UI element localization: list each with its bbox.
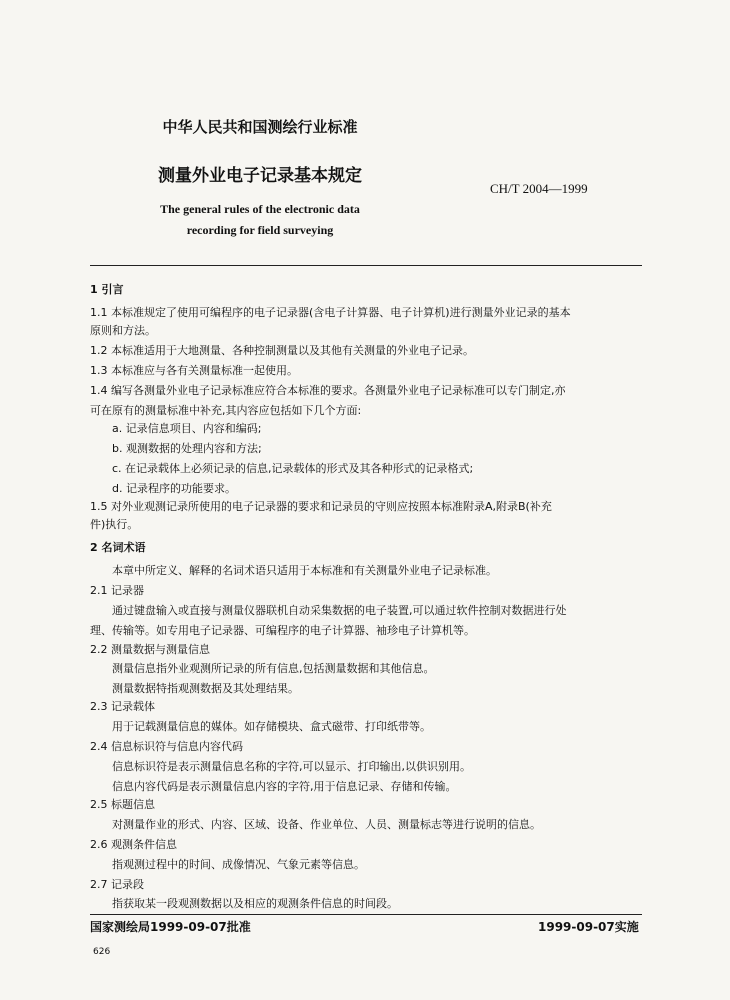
- body-line: 1.5 对外业观测记录所使用的电子记录器的要求和记录员的守则应按照本标准附录A,附录B(补充: [90, 500, 552, 513]
- body-line: 1.3 本标准应与各有关测量标准一起使用。: [90, 364, 298, 377]
- subsection-heading: 2.4 信息标识符与信息内容代码: [90, 740, 243, 753]
- subsection-heading: 2.6 观测条件信息: [90, 838, 177, 851]
- english-title-line2: recording for field surveying: [186, 223, 334, 237]
- doc-title: 测量外业电子记录基本规定: [158, 166, 362, 186]
- body-line: 信息内容代码是表示测量信息内容的字符,用于信息记录、存储和传输。: [112, 780, 457, 793]
- body-line: 通过键盘输入或直接与测量仪器联机自动采集数据的电子装置,可以通过软件控制对数据进行处: [112, 604, 567, 617]
- subsection-heading: 2.7 记录段: [90, 878, 144, 891]
- body-line: 原则和方法。: [90, 324, 156, 337]
- page-number: 626: [93, 947, 111, 957]
- body-line: 可在原有的测量标准中补充,其内容应包括如下几个方面:: [90, 404, 362, 417]
- approval-date: 国家测绘局1999-09-07批准: [90, 920, 251, 934]
- body-line: 1.1 本标准规定了使用可编程序的电子记录器(含电子计算器、电子计算机)进行测量外业记录的基本: [90, 306, 571, 319]
- subsection-heading: 2.3 记录载体: [90, 700, 155, 713]
- subsection-heading: 2.1 记录器: [90, 584, 144, 597]
- body-line: 测量数据特指观测数据及其处理结果。: [112, 682, 299, 695]
- body-line: 指获取某一段观测数据以及相应的观测条件信息的时间段。: [112, 897, 398, 910]
- body-line: 1.4 编写各测量外业电子记录标准应符合本标准的要求。各测量外业电子记录标准可以专门制定,亦: [90, 384, 566, 397]
- body-line: 1.2 本标准适用于大地测量、各种控制测量以及其他有关测量的外业电子记录。: [90, 344, 474, 357]
- top-rule: [90, 265, 642, 266]
- list-item: b. 观测数据的处理内容和方法;: [112, 442, 262, 455]
- body-line: 指观测过程中的时间、成像情况、气象元素等信息。: [112, 858, 365, 871]
- section-heading: 2 名词术语: [90, 541, 146, 554]
- standard-code: CH/T 2004—1999: [490, 181, 588, 196]
- org-title: 中华人民共和国测绘行业标准: [162, 118, 358, 136]
- body-line: 测量信息指外业观测所记录的所有信息,包括测量数据和其他信息。: [112, 662, 435, 675]
- section-heading: 1 引言: [90, 283, 124, 296]
- list-item: c. 在记录载体上必须记录的信息,记录载体的形式及其各种形式的记录格式;: [112, 462, 474, 475]
- subsection-heading: 2.5 标题信息: [90, 798, 155, 811]
- subsection-heading: 2.2 测量数据与测量信息: [90, 643, 210, 656]
- body-line: 对测量作业的形式、内容、区域、设备、作业单位、人员、测量标志等进行说明的信息。: [112, 818, 541, 831]
- bottom-rule: [90, 914, 642, 915]
- body-line: 用于记载测量信息的媒体。如存储模块、盒式磁带、打印纸带等。: [112, 720, 431, 733]
- body-line: 理、传输等。如专用电子记录器、可编程序的电子计算器、袖珍电子计算机等。: [90, 624, 475, 637]
- body-line: 件)执行。: [90, 518, 139, 531]
- list-item: d. 记录程序的功能要求。: [112, 482, 236, 495]
- body-line: 本章中所定义、解释的名词术语只适用于本标准和有关测量外业电子记录标准。: [112, 564, 497, 577]
- body-line: 信息标识符是表示测量信息名称的字符,可以显示、打印输出,以供识别用。: [112, 760, 471, 773]
- english-title-line1: The general rules of the electronic data: [160, 202, 360, 216]
- list-item: a. 记录信息项目、内容和编码;: [112, 422, 262, 435]
- effective-date: 1999-09-07实施: [538, 920, 639, 934]
